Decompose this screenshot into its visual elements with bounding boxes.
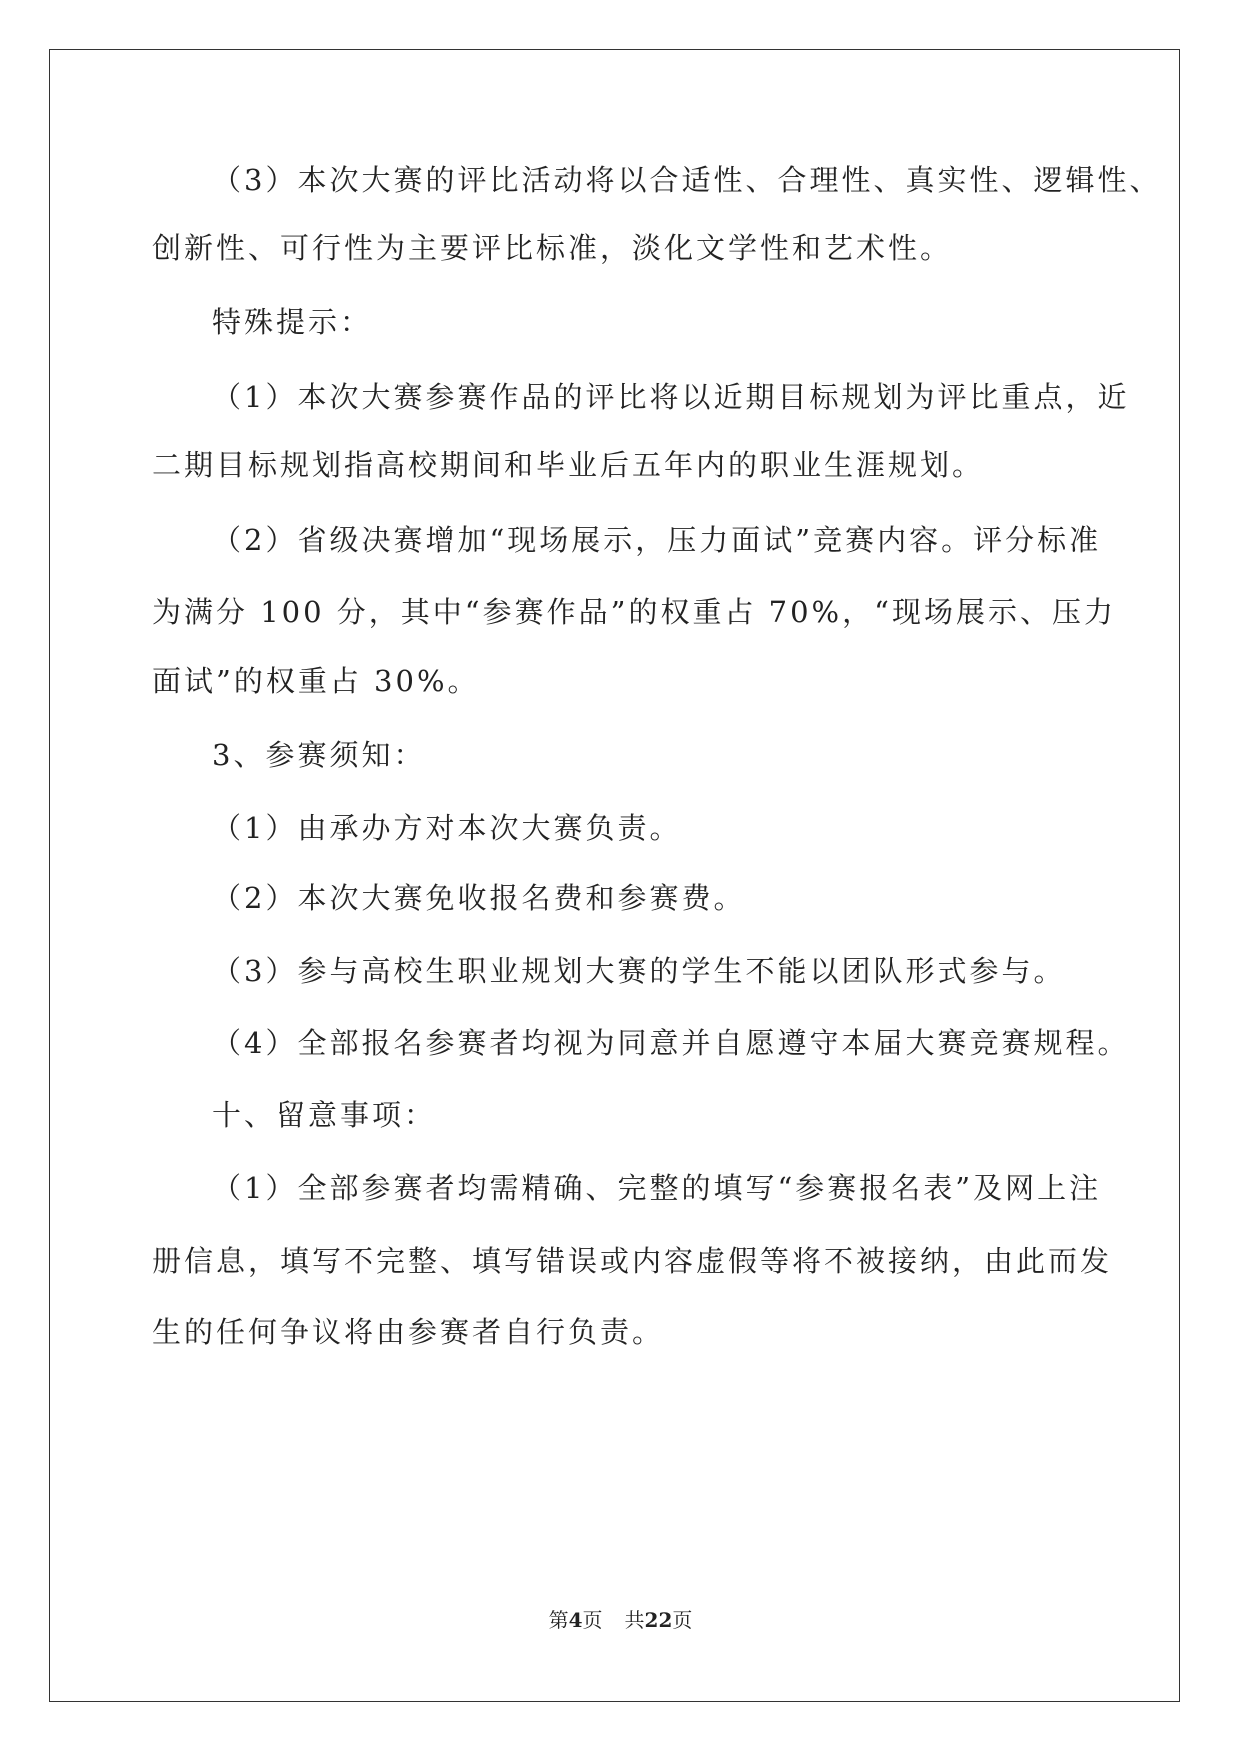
footer-page-suffix: 页 bbox=[582, 1608, 603, 1632]
paragraph-line: （4）全部报名参赛者均视为同意并自愿遵守本届大赛竞赛规程。 bbox=[212, 1026, 1130, 1060]
paragraph-line: 创新性、可行性为主要评比标准，淡化文学性和艺术性。 bbox=[152, 231, 953, 265]
paragraph-line: （1）全部参赛者均需精确、完整的填写“参赛报名表”及网上注 bbox=[212, 1171, 1102, 1205]
paragraph-line: （3）本次大赛的评比活动将以合适性、合理性、真实性、逻辑性、 bbox=[212, 163, 1162, 197]
section-heading: 十、留意事项： bbox=[212, 1098, 437, 1132]
total-page-count: 22 bbox=[644, 1608, 673, 1632]
section-heading: 3、参赛须知： bbox=[212, 738, 426, 772]
paragraph-line: （1）本次大赛参赛作品的评比将以近期目标规划为评比重点，近 bbox=[212, 380, 1130, 414]
current-page-number: 4 bbox=[568, 1608, 583, 1632]
footer-total-suffix: 页 bbox=[672, 1608, 693, 1632]
paragraph-line: （1）由承办方对本次大赛负责。 bbox=[212, 811, 682, 845]
paragraph-line: 为满分 100 分，其中“参赛作品”的权重占 70%，“现场展示、压力 bbox=[152, 595, 1116, 629]
paragraph-line: （3）参与高校生职业规划大赛的学生不能以团队形式参与。 bbox=[212, 954, 1066, 988]
paragraph-line: 二期目标规划指高校期间和毕业后五年内的职业生涯规划。 bbox=[152, 448, 985, 482]
paragraph-line: 生的任何争议将由参赛者自行负责。 bbox=[152, 1315, 665, 1349]
footer-prefix: 第 bbox=[548, 1608, 569, 1632]
page-border bbox=[49, 49, 1180, 1702]
footer-total-prefix: 共 bbox=[624, 1608, 645, 1632]
section-heading: 特殊提示： bbox=[212, 305, 373, 339]
paragraph-line: 册信息，填写不完整、填写错误或内容虚假等将不被接纳，由此而发 bbox=[152, 1244, 1113, 1278]
paragraph-line: （2）省级决赛增加“现场展示，压力面试”竞赛内容。评分标准 bbox=[212, 523, 1102, 557]
page-number-footer bbox=[0, 1608, 1241, 1632]
paragraph-line: （2）本次大赛免收报名费和参赛费。 bbox=[212, 881, 746, 915]
paragraph-line: 面试”的权重占 30%。 bbox=[152, 664, 480, 698]
